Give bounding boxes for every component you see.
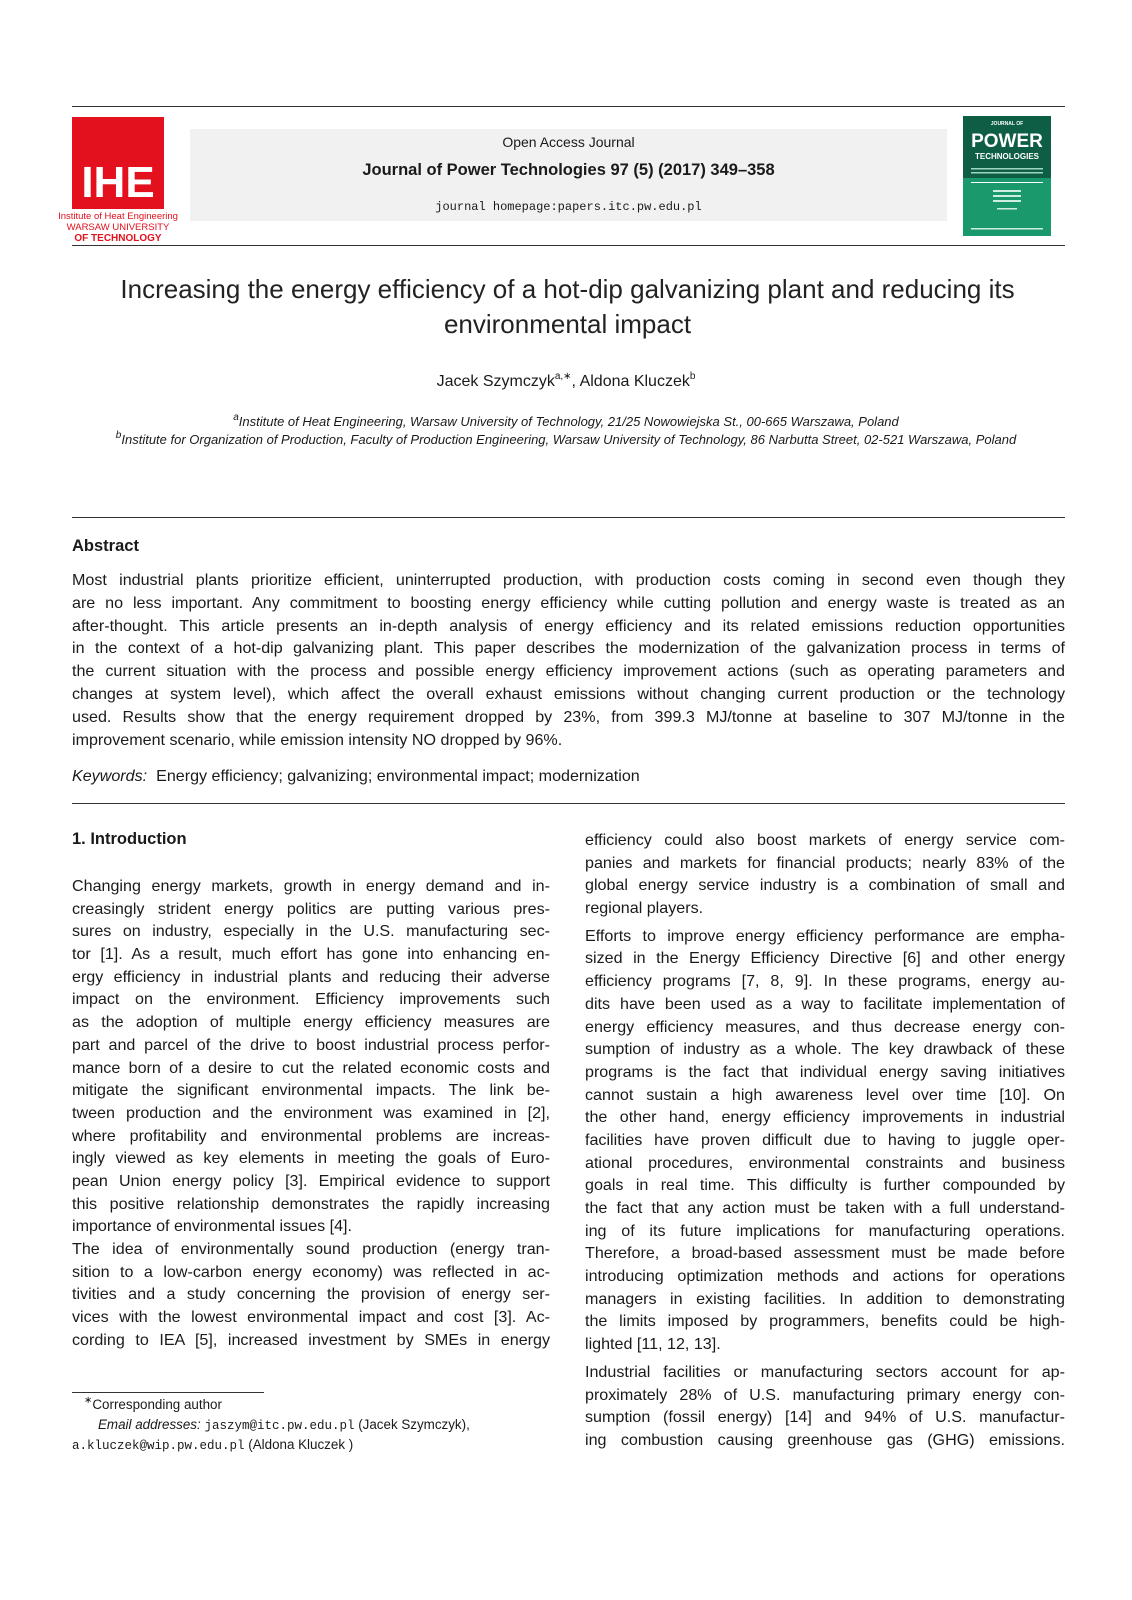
body-text-line: efficiency could also boost markets of energy service com-	[585, 831, 1065, 849]
email-link[interactable]: jaszym@itc.pw.edu.pl	[204, 1419, 355, 1433]
abstract-heading: Abstract	[72, 537, 139, 555]
body-text-line: dits have been used as a way to facilitate implementation of	[585, 994, 1065, 1013]
author-affiliation-mark: b	[689, 371, 696, 382]
body-text-line: cannot sustain a high awareness level over time [10]. On	[585, 1085, 1065, 1104]
paper-title-line: environmental impact	[443, 309, 692, 339]
keywords	[72, 767, 640, 786]
body-text-line: Changing energy markets, growth in energy demand and in-	[72, 877, 550, 895]
header-top-rule	[72, 106, 1065, 107]
svg-text:TECHNOLOGIES: TECHNOLOGIES	[974, 152, 1040, 161]
body-text-line: the other hand, energy efficiency improvements in industrial	[585, 1108, 1065, 1127]
email-link[interactable]: a.kluczek@wip.pw.edu.pl	[72, 1439, 245, 1453]
body-text-line: creasingly strident energy politics are putting various pres-	[72, 899, 550, 918]
body-text-line: introducing optimization methods and actions for operations	[585, 1267, 1065, 1286]
body-text-line: the fact that any action must be taken with a full understand-	[585, 1199, 1065, 1217]
journal-cover-image	[963, 116, 1051, 236]
footnote-emails: Email addresses: jaszym@itc.pw.edu.pl (Jacek Szymczyk),	[98, 1417, 470, 1433]
journal-header-box	[190, 129, 947, 221]
open-access-label: Open Access Journal	[502, 134, 635, 150]
body-text-line: cording to IEA [5], increased investment by SMEs in energy	[72, 1330, 550, 1349]
body-text-line: impact on the environment. Efficiency improvements such	[72, 990, 550, 1009]
body-text-line: Efforts to improve energy efficiency performance are empha-	[585, 926, 1065, 945]
body-text-line: ergy efficiency in industrial plants and reducing their adverse	[72, 967, 550, 986]
journal-homepage[interactable]: journal homepage:papers.itc.pw.edu.pl	[435, 200, 702, 214]
keywords-label: Keywords:	[72, 767, 148, 785]
body-text-line: where profitability and environmental problems are increas-	[72, 1126, 550, 1145]
body-text-line: pean Union energy policy [3]. Empirical evidence to support	[72, 1171, 550, 1190]
abstract-line: the current situation with the process and possible energy efficiency improvement actions (such as operating parameters and	[72, 662, 1065, 681]
footnote-emails-cont: a.kluczek@wip.pw.edu.pl (Aldona Kluczek )	[72, 1437, 354, 1453]
abstract-line: in the context of a hot-dip galvanizing plant. This paper describes the modernization of the galvanization process in terms of	[72, 639, 1065, 658]
body-text-line: vices with the lowest environmental impact and cost [3]. Ac-	[72, 1308, 550, 1327]
section-heading-introduction: 1. Introduction	[72, 830, 187, 848]
author-name: Jacek Szymczyk	[436, 373, 555, 390]
ihe-logo-letters: IHE	[81, 158, 155, 207]
body-paragraph	[585, 925, 1065, 1356]
body-text-line: as the adoption of multiple energy efficiency measures are	[72, 1013, 550, 1032]
body-text-line: energy efficiency measures, and thus decrease energy con-	[585, 1017, 1065, 1036]
body-text-line: programs is the fact that individual energy saving initiatives	[585, 1062, 1065, 1081]
body-text-line: mance born of a desire to cut the related economic costs and	[72, 1058, 550, 1077]
abstract-line: changes at system level), which affect the overall exhaust emissions without changing current production or the technology	[72, 684, 1065, 703]
abstract-line: after-thought. This article presents an in-depth analysis of energy efficiency and its related emissions reduction opportunities	[72, 616, 1065, 635]
paper-title	[90, 272, 1045, 342]
footnote-rule	[72, 1392, 264, 1393]
header-bottom-rule	[72, 245, 1065, 246]
body-text-line: proximately 28% of U.S. manufacturing primary energy con-	[585, 1385, 1065, 1404]
ihe-logo	[58, 117, 178, 244]
body-text-line: sumption of industry as a whole. The key drawback of these	[585, 1040, 1065, 1059]
body-text-line: efficiency programs [7, 8, 9]. In these programs, energy au-	[585, 972, 1065, 991]
abstract-line: used. Results show that the energy requirement dropped by 23%, from 399.3 MJ/tonne at baseline to 307 MJ/tonne in the	[72, 707, 1065, 726]
right-column	[585, 829, 1065, 1452]
body-text-line: regional players.	[585, 899, 704, 918]
body-text-line: tween production and the environment was examined in [2],	[72, 1103, 550, 1122]
body-text-line: Industrial facilities or manufacturing sectors account for ap-	[585, 1362, 1065, 1381]
abstract-body	[72, 569, 1065, 751]
body-text-line: ational procedures, environmental constraints and business	[585, 1153, 1065, 1172]
abstract-bottom-rule	[72, 803, 1065, 804]
body-text-line: lighted [11, 12, 13].	[585, 1335, 721, 1354]
body-text-line: managers in existing facilities. In addition to demonstrating	[585, 1289, 1065, 1308]
body-text-line: mitigate the significant environmental impacts. The link be-	[72, 1081, 550, 1100]
body-text-line: sized in the Energy Efficiency Directive [6] and other energy	[585, 949, 1065, 968]
ihe-logo-line1: Institute of Heat Engineering	[58, 211, 178, 222]
body-text-line: tor [1]. As a result, much effort has gone into enhancing en-	[72, 945, 550, 964]
svg-text:JOURNAL OF: JOURNAL OF	[990, 121, 1024, 127]
body-text-line: ingly viewed as key elements in meeting the goals of Euro-	[72, 1149, 550, 1168]
body-text-line: ing of its future implications for manufacturing operations.	[585, 1221, 1065, 1240]
paper-title-line: Increasing the energy efficiency of a hot-dip galvanizing plant and reducing its	[120, 274, 1015, 304]
body-paragraph	[585, 829, 1065, 920]
ihe-logo-line3: OF TECHNOLOGY	[74, 233, 162, 244]
body-text-line: sition to a low-carbon energy economy) was reflected in ac-	[72, 1262, 550, 1281]
author-affiliation-mark: a,∗	[554, 371, 572, 382]
left-column	[72, 875, 550, 1351]
body-text-line: importance of environmental issues [4].	[72, 1217, 352, 1236]
body-text-line: tivities and a study concerning the provision of energy ser-	[72, 1285, 550, 1304]
body-text-line: goals in real time. This difficulty is further compounded by	[585, 1176, 1065, 1195]
affiliation-a: $^a$Institute of Heat Engineering, Warsaw University of Technology, 21/25 Nowowiejska St., 00-665 Warszawa, Poland	[233, 412, 899, 429]
svg-text:POWER: POWER	[971, 131, 1043, 152]
body-text-line: ing combustion causing greenhouse gas (GHG) emissions.	[585, 1430, 1065, 1449]
affiliation-b: $^b$Institute for Organization of Production, Faculty of Production Engineering, Warsaw University of Technology, 86 Narbutta Street, 02-521 Warszawa, Poland	[115, 430, 1017, 447]
abstract-line: are no less important. Any commitment to boosting energy efficiency while cutting pollution and energy waste is treated as an	[72, 593, 1065, 612]
body-text-line: panies and markets for financial products; nearly 83% of the	[585, 853, 1065, 872]
body-text-line: Therefore, a broad-based assessment must be made before	[585, 1244, 1065, 1263]
keywords-list: Energy efficiency; galvanizing; environmental impact; modernization	[156, 767, 640, 785]
abstract-top-rule	[72, 517, 1065, 518]
body-text-line: this positive relationship demonstrates the rapidly increasing	[72, 1194, 550, 1213]
body-text-line: sures on industry, especially in the U.S. manufacturing sec-	[72, 922, 550, 941]
footnote-corresponding: ∗Corresponding author	[84, 1395, 222, 1412]
author-name: Aldona Kluczek	[579, 373, 690, 390]
body-text-line: part and parcel of the drive to boost industrial process perfor-	[72, 1035, 550, 1054]
body-text-line: the limits imposed by programmers, benefits could be high-	[585, 1312, 1065, 1331]
body-text-line: global energy service industry is a combination of small and	[585, 876, 1065, 895]
abstract-line: Most industrial plants prioritize efficient, uninterrupted production, with production costs coming in second even though they	[72, 571, 1065, 589]
body-text-line: The idea of environmentally sound production (energy tran-	[72, 1240, 550, 1258]
body-text-line: facilities have proven difficult due to having to juggle oper-	[585, 1130, 1065, 1149]
abstract-line: improvement scenario, while emission intensity NO dropped by 96%.	[72, 730, 563, 749]
body-paragraph	[585, 1361, 1065, 1452]
ihe-logo-line2: WARSAW UNIVERSITY	[66, 222, 170, 233]
body-text-line: sumption (fossil energy) [14] and 94% of U.S. manufactur-	[585, 1408, 1065, 1427]
author-list: Jacek Szymczyk$^{a,∗}$, Aldona Kluczek$^b$	[436, 371, 696, 390]
journal-citation: Journal of Power Technologies 97 (5) (2017) 349–358	[362, 161, 775, 179]
